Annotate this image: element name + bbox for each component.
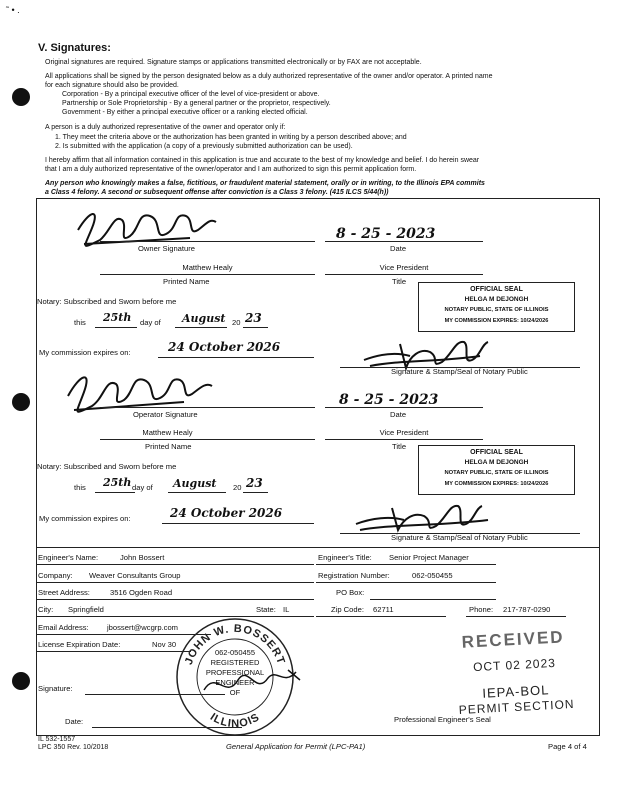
pe-seal-line-3: ENGINEER xyxy=(215,678,255,687)
operator-title-line xyxy=(325,439,483,440)
owner-notary-signature-label: Signature & Stamp/Seal of Notary Public xyxy=(391,367,528,376)
owner-notary-seal xyxy=(418,282,575,332)
operator-year-handwritten: 23 xyxy=(246,476,263,490)
company-value: Weaver Consultants Group xyxy=(89,571,181,580)
operator-signature-line xyxy=(100,407,315,408)
city-label: City: xyxy=(38,605,54,614)
owner-year-prefix: 20 xyxy=(232,318,241,327)
received-stamp-line-1: RECEIVED xyxy=(461,627,566,652)
state-value: IL xyxy=(283,605,290,614)
operator-printed-name-label: Printed Name xyxy=(145,442,192,451)
engineer-date-label: Date: xyxy=(65,717,84,726)
paragraph-original-signatures: Original signatures are required. Signature stamps or applications transmitted electronically or by FAX are not acceptable. xyxy=(45,59,422,66)
operator-year-prefix: 20 xyxy=(233,483,242,492)
pe-seal-arc-text: JOHN W. BOSSERT xyxy=(182,622,288,667)
operator-notary-label: Notary: Subscribed and Sworn before me xyxy=(37,462,177,471)
operator-day-handwritten: 25th xyxy=(103,476,132,489)
owner-title-value: Vice President xyxy=(379,263,429,272)
seal-line-4: MY COMMISSION EXPIRES: 10/24/2026 xyxy=(444,481,549,487)
operator-year-line xyxy=(243,492,268,493)
owner-year-handwritten: 23 xyxy=(245,311,262,325)
operator-commission-line xyxy=(162,523,314,524)
seal-line-2: HELGA M DEJONGH xyxy=(464,296,529,303)
row-line xyxy=(36,564,314,565)
divider xyxy=(36,547,599,548)
pe-seal-number: 062-050455 xyxy=(214,648,256,657)
engineer-signature-label: Signature: xyxy=(38,684,73,693)
owner-day-of-label: day of xyxy=(140,318,161,327)
owner-printed-line xyxy=(100,274,315,275)
pe-seal-line-1: REGISTERED xyxy=(210,658,260,667)
paragraph-affirm-line1: I hereby affirm that all information contained in this application is true and accurate to the best of my knowledge and belief. I do herein swear xyxy=(45,157,480,164)
section-title: V. Signatures: xyxy=(38,42,111,54)
criteria-2: 2. Is submitted with the application (a copy of a previously submitted authorization can be used). xyxy=(55,143,353,150)
state-label: State: xyxy=(256,605,276,614)
owner-month-line xyxy=(175,327,227,328)
operator-printed-line xyxy=(100,439,315,440)
owner-month-handwritten: August xyxy=(182,312,226,325)
paragraph-affirm-line2: that I am a duly authorized representative of the owner/operator and I am authorized to sign this permit application form. xyxy=(45,166,417,173)
engineer-name-label: Engineer's Name: xyxy=(38,553,99,562)
footer-revision: LPC 350 Rev. 10/2018 xyxy=(38,744,109,751)
footer-page-number: Page 4 of 4 xyxy=(548,742,587,751)
paragraph-felony-line2: a Class 4 felony. A second or subsequent offense after conviction is a Class 3 felony. (415 ILCS 5/44(h)) xyxy=(45,189,389,196)
owner-signature-label: Owner Signature xyxy=(138,244,195,253)
engineer-title-value: Senior Project Manager xyxy=(389,553,469,562)
zip-label: Zip Code: xyxy=(331,605,364,614)
pe-seal-line-2: PROFESSIONAL xyxy=(205,668,265,677)
row-line xyxy=(316,564,496,565)
paragraph-duly-authorized: A person is a duly authorized representative of the owner and operator only if: xyxy=(45,124,286,131)
operator-date-line xyxy=(325,407,483,408)
phone-label: Phone: xyxy=(469,605,494,614)
seal-line-1: OFFICIAL SEAL xyxy=(470,449,523,456)
owner-year-line xyxy=(243,327,268,328)
email-label: Email Address: xyxy=(38,623,89,632)
operator-notary-signature-scribble xyxy=(352,500,502,536)
owner-commission-handwritten: 24 October 2026 xyxy=(168,340,281,354)
paragraph-partnership: Partnership or Sole Proprietorship - By a general partner or the proprietor, respectively. xyxy=(62,100,331,107)
row-line xyxy=(36,599,314,600)
row-line xyxy=(36,582,314,583)
operator-commission-handwritten: 24 October 2026 xyxy=(170,506,283,520)
owner-title-label: Title xyxy=(392,277,407,286)
owner-date-handwritten: 8 - 25 - 2023 xyxy=(336,226,436,242)
operator-month-line xyxy=(168,492,226,493)
paragraph-authorized-line2: for each signature should also be provided. xyxy=(45,82,179,89)
city-value: Springfield xyxy=(68,605,104,614)
operator-date-label: Date xyxy=(390,410,407,419)
seal-line-3: NOTARY PUBLIC, STATE OF ILLINOIS xyxy=(444,470,549,476)
owner-commission-label: My commission expires on: xyxy=(39,348,131,357)
pe-seal-state-text: ILLINOIS xyxy=(207,711,263,731)
binder-hole-icon xyxy=(12,393,30,411)
operator-day-of-label: day of xyxy=(132,483,153,492)
binder-hole-icon xyxy=(12,88,30,106)
owner-date-line xyxy=(325,241,483,242)
footer-title: General Application for Permit (LPC-PA1) xyxy=(226,742,366,751)
seal-line-4: MY COMMISSION EXPIRES: 10/24/2026 xyxy=(444,318,549,324)
operator-month-handwritten: August xyxy=(173,477,217,490)
received-stamp-line-3: IEPA-BOL xyxy=(482,682,550,701)
paragraph-felony-line1: Any person who knowingly makes a false, fictitious, or fraudulent material statement, orally or in writing, to the Illinois EPA commits xyxy=(45,180,485,187)
owner-day-line xyxy=(95,327,137,328)
pe-seal-label: Professional Engineer's Seal xyxy=(394,715,491,724)
email-value: jbossert@wcgrp.com xyxy=(107,623,179,632)
pobox-label: PO Box: xyxy=(336,588,365,597)
engineer-title-label: Engineer's Title: xyxy=(318,553,372,562)
operator-title-value: Vice President xyxy=(379,428,429,437)
seal-line-2: HELGA M DEJONGH xyxy=(464,459,529,466)
street-value: 3516 Ogden Road xyxy=(110,588,173,597)
operator-this-label: this xyxy=(74,483,86,492)
row-line xyxy=(316,616,446,617)
operator-printed-name-value: Matthew Healy xyxy=(142,428,193,437)
registration-value: 062-050455 xyxy=(412,571,453,580)
zip-value: 62711 xyxy=(373,605,394,614)
owner-printed-name-label: Printed Name xyxy=(163,277,210,286)
phone-value: 217-787-0290 xyxy=(503,605,551,614)
received-stamp-line-4: PERMIT SECTION xyxy=(458,696,575,717)
owner-printed-name-value: Matthew Healy xyxy=(182,263,233,272)
binder-hole-icon xyxy=(12,672,30,690)
license-value: Nov 30 xyxy=(152,640,177,649)
owner-signature-line xyxy=(100,241,315,242)
footer-form-id: IL 532-1557 xyxy=(38,736,76,743)
engineer-signature-scribble xyxy=(196,650,306,720)
received-stamp xyxy=(438,626,593,724)
row-line xyxy=(370,599,496,600)
owner-title-line xyxy=(325,274,483,275)
pe-seal-line-4: OF xyxy=(229,688,241,697)
row-line xyxy=(316,582,496,583)
registration-label: Registration Number: xyxy=(318,571,390,580)
operator-day-line xyxy=(95,492,135,493)
owner-date-label: Date xyxy=(390,244,407,253)
criteria-1: 1. They meet the criteria above or the authorization has been granted in writing by a person described above; and xyxy=(55,134,407,141)
scan-marks: ˜ • . xyxy=(6,5,20,15)
seal-line-3: NOTARY PUBLIC, STATE OF ILLINOIS xyxy=(444,307,549,313)
received-stamp-date: OCT 02 2023 xyxy=(472,655,557,675)
street-label: Street Address: xyxy=(38,588,90,597)
paragraph-corporation: Corporation - By a principal executive officer of the level of vice-president or above. xyxy=(62,91,320,98)
paragraph-authorized-line1: All applications shall be signed by the person designated below as a duly authorized representative of the owner and/or operator. A printed name xyxy=(45,73,493,80)
row-line xyxy=(36,651,191,652)
paragraph-government: Government - By either a principal executive officer or a ranking elected official. xyxy=(62,109,308,116)
owner-notary-label: Notary: Subscribed and Sworn before me xyxy=(37,297,177,306)
operator-commission-label: My commission expires on: xyxy=(39,514,131,523)
operator-signature-label: Operator Signature xyxy=(133,410,198,419)
owner-this-label: this xyxy=(74,318,86,327)
operator-title-label: Title xyxy=(392,442,407,451)
row-line xyxy=(466,616,566,617)
operator-notary-seal xyxy=(418,445,575,495)
owner-day-handwritten: 25th xyxy=(103,311,132,324)
operator-notary-signature-label: Signature & Stamp/Seal of Notary Public xyxy=(391,533,528,542)
company-label: Company: xyxy=(38,571,73,580)
license-label: License Expiration Date: xyxy=(38,640,121,649)
operator-date-handwritten: 8 - 25 - 2023 xyxy=(339,392,439,408)
engineer-name-value: John Bossert xyxy=(120,553,165,562)
seal-line-1: OFFICIAL SEAL xyxy=(470,286,523,293)
owner-commission-line xyxy=(158,357,314,358)
